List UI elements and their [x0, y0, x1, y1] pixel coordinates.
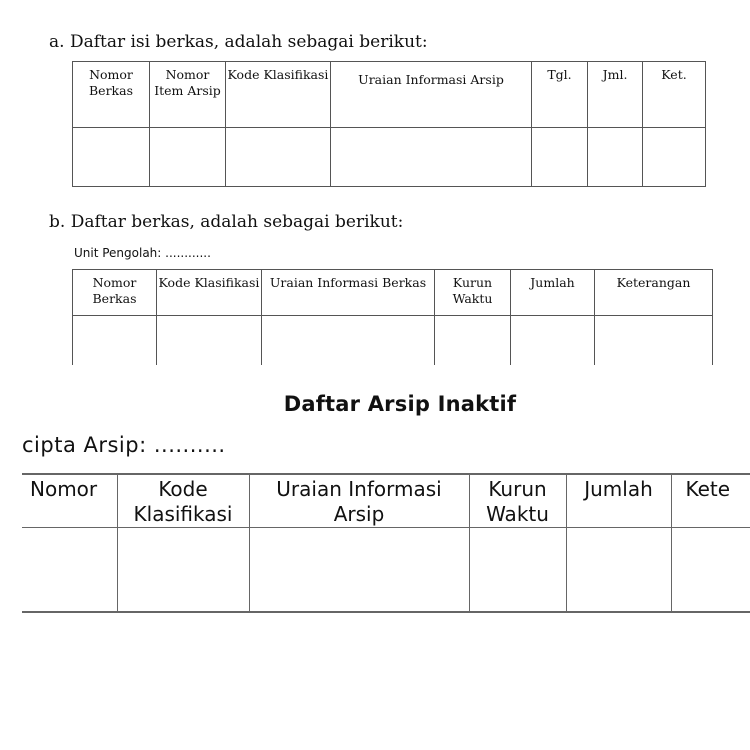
column-header-classification-code: Kode Klasifikasi — [157, 270, 262, 316]
column-header-date: Tgl. — [532, 62, 588, 128]
column-header-time-period: Kurun Waktu — [469, 474, 566, 528]
section-b-heading: b. Daftar berkas, adalah sebagai berikut: — [49, 212, 404, 232]
table-cell — [435, 316, 511, 366]
column-header-archive-description: Uraian Informasi Arsip — [331, 62, 532, 128]
table-cell — [262, 316, 435, 366]
table-cell — [595, 316, 713, 366]
column-header-notes: Keterangan — [595, 270, 713, 316]
table-cell — [73, 128, 150, 187]
table-row — [73, 316, 713, 366]
inactive-archive-title: Daftar Arsip Inaktif — [283, 392, 517, 416]
table-cell — [117, 528, 249, 613]
table-header-row — [73, 270, 713, 316]
column-header-number: Nomor — [22, 474, 117, 528]
table-cell — [226, 128, 331, 187]
table-row — [73, 128, 706, 187]
column-header-file-description: Uraian Informasi Berkas — [262, 270, 435, 316]
file-contents-table — [72, 61, 706, 187]
column-header-notes: Ket. — [643, 62, 706, 128]
column-header-amount: Jml. — [588, 62, 643, 128]
inactive-archive-table — [22, 473, 750, 613]
table-cell — [157, 316, 262, 366]
table-cell — [671, 528, 750, 613]
table-cell — [73, 316, 157, 366]
file-list-table — [72, 269, 713, 365]
column-header-classification-code: Kode Klasifikasi — [117, 474, 249, 528]
table-header-row — [22, 474, 750, 528]
table-cell — [588, 128, 643, 187]
table-row — [22, 528, 750, 613]
table-cell — [532, 128, 588, 187]
table-cell — [511, 316, 595, 366]
table-cell — [643, 128, 706, 187]
table-cell — [22, 528, 117, 613]
table-cell — [331, 128, 532, 187]
table-cell — [469, 528, 566, 613]
column-header-file-number: Nomor Berkas — [73, 270, 157, 316]
column-header-notes: Kete — [671, 474, 750, 528]
column-header-classification-code: Kode Klasifikasi — [226, 62, 331, 128]
table-cell — [150, 128, 226, 187]
column-header-archive-description: Uraian Informasi Arsip — [249, 474, 469, 528]
column-header-amount: Jumlah — [511, 270, 595, 316]
column-header-time-period: Kurun Waktu — [435, 270, 511, 316]
processing-unit-label: Unit Pengolah: ............ — [74, 246, 211, 260]
table-cell — [566, 528, 671, 613]
section-a-heading: a. Daftar isi berkas, adalah sebagai berikut: — [49, 32, 428, 52]
archive-creator-label: cipta Arsip: .......... — [22, 433, 226, 457]
column-header-file-number: Nomor Berkas — [73, 62, 150, 128]
table-header-row — [73, 62, 706, 128]
column-header-item-number: Nomor Item Arsip — [150, 62, 226, 128]
column-header-amount: Jumlah — [566, 474, 671, 528]
table-cell — [249, 528, 469, 613]
